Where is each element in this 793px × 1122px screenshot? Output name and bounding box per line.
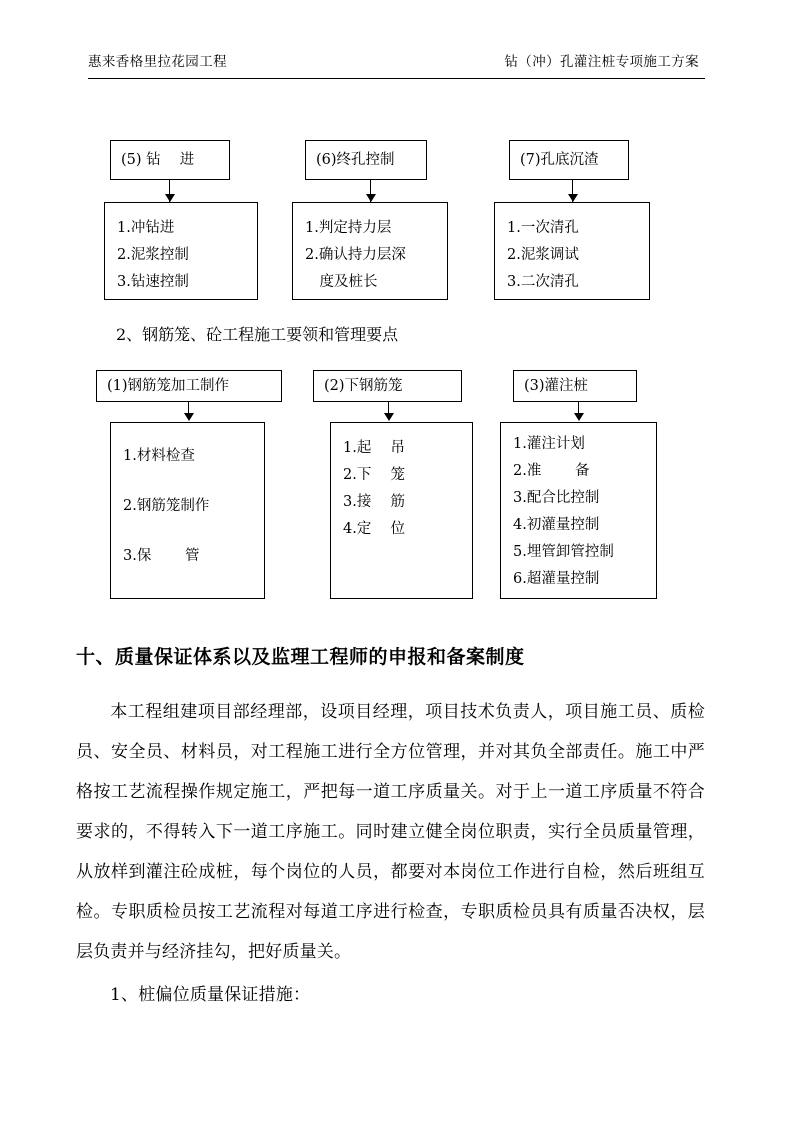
- flow-item: 2.确认持力层深: [305, 247, 406, 263]
- flow-item: 1.冲钻进: [117, 220, 175, 236]
- flow-body-box-3: [500, 422, 657, 599]
- flow-head-label-5: (5) 钻 进: [121, 152, 195, 168]
- flow-item: 3.二次清孔: [507, 274, 579, 290]
- flow-item: 2.泥浆控制: [117, 247, 189, 263]
- flow-head-label-1: (1)钢筋笼加工制作: [107, 378, 230, 394]
- arrow-down-icon-2: [384, 413, 394, 421]
- flow-item: 3.保 管: [123, 548, 200, 564]
- section-label-2: 2、钢筋笼、砼工程施工要领和管理要点: [116, 325, 399, 344]
- flow-item: 3.钻速控制: [117, 274, 189, 290]
- flow-item: 6.超灌量控制: [513, 571, 600, 587]
- flow-item: 2.钢筋笼制作: [123, 498, 210, 514]
- arrow-down-icon-1: [184, 413, 194, 421]
- arrow-down-icon-6: [366, 194, 376, 202]
- flow-item: 2.准 备: [513, 463, 590, 479]
- header-document-title: 钻（冲）孔灌注桩专项施工方案: [504, 54, 699, 70]
- flow-item: 2.泥浆调试: [507, 247, 579, 263]
- flow-head-label-6: (6)终孔控制: [316, 152, 395, 168]
- flow-item: 3.配合比控制: [513, 490, 600, 506]
- numbered-item-text: 1、桩偏位质量保证措施：: [110, 985, 311, 1005]
- flow-head-box-7: [509, 140, 629, 180]
- flow-item: 度及桩长: [305, 274, 378, 290]
- running-header: [88, 52, 705, 79]
- flow-item: 1.材料检查: [123, 448, 195, 464]
- header-project-name: 惠来香格里拉花园工程: [88, 54, 227, 70]
- flow-item: 5.埋管卸管控制: [513, 544, 614, 560]
- flow-item: 4.初灌量控制: [513, 517, 600, 533]
- flow-item: 1.起 吊: [343, 440, 405, 456]
- flow-head-box-1: [96, 370, 282, 402]
- flow-item: 2.下 笼: [343, 467, 405, 483]
- arrow-down-icon-5: [165, 194, 175, 202]
- flow-head-box-2: [313, 370, 462, 402]
- flow-item: 1.灌注计划: [513, 436, 585, 452]
- flow-head-label-3: (3)灌注桩: [524, 378, 589, 394]
- numbered-item-1: [76, 975, 705, 1015]
- flow-body-box-7: [494, 202, 650, 300]
- arrow-down-icon-7: [568, 194, 578, 202]
- flow-body-box-6: [292, 202, 448, 300]
- flow-item: 4.定 位: [343, 521, 405, 537]
- flow-head-box-6: [305, 140, 427, 180]
- flow-head-label-7: (7)孔底沉渣: [520, 152, 599, 168]
- page-title: 十、质量保证体系以及监理工程师的申报和备案制度: [76, 646, 525, 668]
- body-paragraph: [76, 692, 705, 972]
- flow-head-box-5: [110, 140, 230, 180]
- flow-item: 1.一次清孔: [507, 220, 579, 236]
- flow-head-box-3: [513, 370, 637, 402]
- flow-head-label-2: (2)下钢筋笼: [324, 378, 403, 394]
- flow-item: 3.接 筋: [343, 494, 405, 510]
- flow-body-box-5: [104, 202, 258, 300]
- body-paragraph-text: 本工程组建项目部经理部，设项目经理，项目技术负责人，项目施工员、质检员、安全员、材料员，对工程施工进行全方位管理，并对其负全部责任。施工中严格按工艺流程操作规定施工，严把每一道工序质量关。对于上一道工序质量不符合要求的，不得转入下一道工序施工。同时建立健全岗位职责，实行全员质量管理，从放样到灌注砼成桩，每个岗位的人员，都要对本岗位工作进行自检，然后班组互检。专职质检员按工艺流程对每道工序进行检查，专职质检员具有质量否决权，层层负责并与经济挂勾，把好质量关。: [76, 702, 705, 962]
- flow-body-box-1: [110, 422, 265, 599]
- arrow-down-icon-3: [574, 413, 584, 421]
- flow-item: 1.判定持力层: [305, 220, 392, 236]
- flow-body-box-2: [330, 422, 473, 599]
